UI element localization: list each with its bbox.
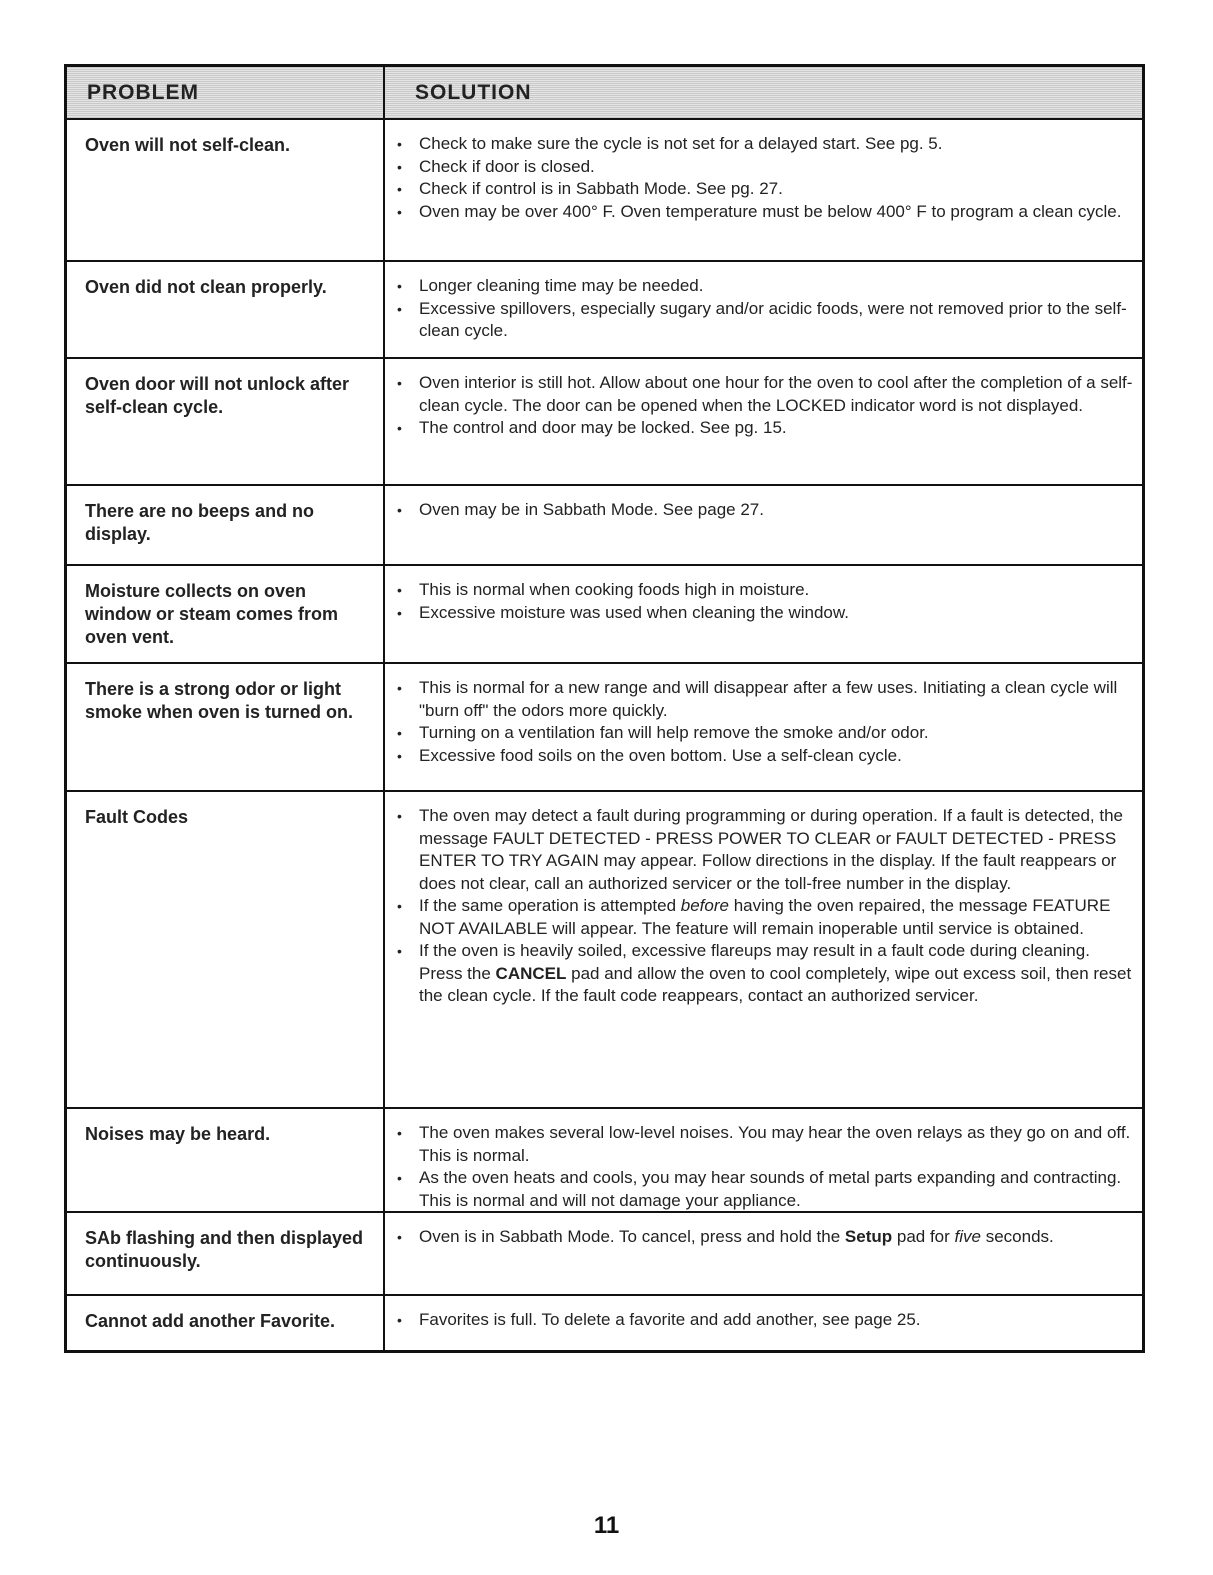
solution-list <box>397 805 1136 1008</box>
table-header <box>67 67 1142 120</box>
solution-item: • Favorites is full. To delete a favorite and add another, see page 25. <box>397 1309 1136 1332</box>
table-row <box>67 359 1142 486</box>
table-row <box>67 1296 1142 1350</box>
solution-list <box>397 275 1136 343</box>
solution-item: • Excessive food soils on the oven bottom. Use a self-clean cycle. <box>397 745 1136 768</box>
page-number: 11 <box>593 1512 620 1539</box>
solution-item: • This is normal when cooking foods high in moisture. <box>397 579 1136 602</box>
problem-cell: Oven will not self-clean. <box>67 120 385 260</box>
solution-item: • If the same operation is attempted before having the oven repaired, the message FEATURE NOT AVAILABLE will appear. The feature will remain inoperable until service is obtained. <box>397 895 1136 940</box>
solution-cell <box>385 1296 1142 1350</box>
solution-cell <box>385 120 1142 260</box>
table-row <box>67 262 1142 359</box>
solution-column-header: SOLUTION <box>415 80 532 104</box>
solution-item: • Excessive spillovers, especially sugary and/or acidic foods, were not removed prior to the self-clean cycle. <box>397 298 1136 343</box>
solution-item: • Excessive moisture was used when cleaning the window. <box>397 602 1136 625</box>
table-row <box>67 1109 1142 1213</box>
solution-list <box>397 1226 1136 1249</box>
solution-list <box>397 499 1136 522</box>
table-row <box>67 792 1142 1109</box>
solution-item: • Oven interior is still hot. Allow about one hour for the oven to cool after the completion of a self-clean cycle. The door can be opened when the LOCKED indicator word is not displayed. <box>397 372 1136 417</box>
solution-list <box>397 1309 1136 1332</box>
table-body <box>67 120 1142 1350</box>
problem-cell: Moisture collects on oven window or steam comes from oven vent. <box>67 566 385 662</box>
problem-cell: Cannot add another Favorite. <box>67 1296 385 1350</box>
solution-cell <box>385 1109 1142 1211</box>
problem-cell: Oven door will not unlock after self-clean cycle. <box>67 359 385 484</box>
solution-item: • As the oven heats and cools, you may hear sounds of metal parts expanding and contracting. This is normal and will not damage your appliance. <box>397 1167 1136 1212</box>
table-row <box>67 566 1142 664</box>
problem-cell: Oven did not clean properly. <box>67 262 385 357</box>
problem-cell: Noises may be heard. <box>67 1109 385 1211</box>
solution-list <box>397 677 1136 767</box>
solution-item: • The control and door may be locked. See pg. 15. <box>397 417 1136 440</box>
problem-cell: There are no beeps and no display. <box>67 486 385 564</box>
problem-cell: There is a strong odor or light smoke when oven is turned on. <box>67 664 385 790</box>
solution-item: • Check if control is in Sabbath Mode. See pg. 27. <box>397 178 1136 201</box>
solution-cell <box>385 486 1142 564</box>
solution-cell <box>385 792 1142 1107</box>
solution-item: • Check to make sure the cycle is not set for a delayed start. See pg. 5. <box>397 133 1136 156</box>
solution-item: • The oven may detect a fault during programming or during operation. If a fault is detected, the message FAULT DETECTED - PRESS POWER TO CLEAR or FAULT DETECTED - PRESS ENTER TO TRY AGAIN may appear. Follow directions in the display. If the fault reappears or does not clear, call an authorized servicer or the toll-free number in the display. <box>397 805 1136 895</box>
problem-column-header: PROBLEM <box>67 67 385 118</box>
solution-item: • Check if door is closed. <box>397 156 1136 179</box>
solution-cell <box>385 359 1142 484</box>
solution-cell <box>385 262 1142 357</box>
solution-item: • The oven makes several low-level noises. You may hear the oven relays as they go on and off. This is normal. <box>397 1122 1136 1167</box>
solution-cell <box>385 664 1142 790</box>
solution-item: • Oven may be over 400° F. Oven temperature must be below 400° F to program a clean cycle. <box>397 201 1136 224</box>
table-row <box>67 1213 1142 1296</box>
table-row <box>67 486 1142 566</box>
solution-item: • Longer cleaning time may be needed. <box>397 275 1136 298</box>
solution-list <box>397 133 1136 223</box>
table-row <box>67 120 1142 262</box>
problem-cell: Fault Codes <box>67 792 385 1107</box>
solution-item: • Oven may be in Sabbath Mode. See page 27. <box>397 499 1136 522</box>
solution-item: • Oven is in Sabbath Mode. To cancel, press and hold the Setup pad for five seconds. <box>397 1226 1136 1249</box>
solution-list <box>397 1122 1136 1212</box>
solution-cell <box>385 1213 1142 1294</box>
solution-list <box>397 579 1136 624</box>
solution-item: • If the oven is heavily soiled, excessive flareups may result in a fault code during cleaning. Press the CANCEL pad and allow the oven to cool completely, wipe out excess soil, then reset the clean cycle. If the fault code reappears, contact an authorized servicer. <box>397 940 1136 1008</box>
problem-cell: SAb flashing and then displayed continuously. <box>67 1213 385 1294</box>
solution-cell <box>385 566 1142 662</box>
solution-list <box>397 372 1136 440</box>
solution-item: • This is normal for a new range and will disappear after a few uses. Initiating a clean cycle will "burn off" the odors more quickly. <box>397 677 1136 722</box>
table-row <box>67 664 1142 792</box>
solution-item: • Turning on a ventilation fan will help remove the smoke and/or odor. <box>397 722 1136 745</box>
troubleshooting-table <box>64 64 1145 1353</box>
